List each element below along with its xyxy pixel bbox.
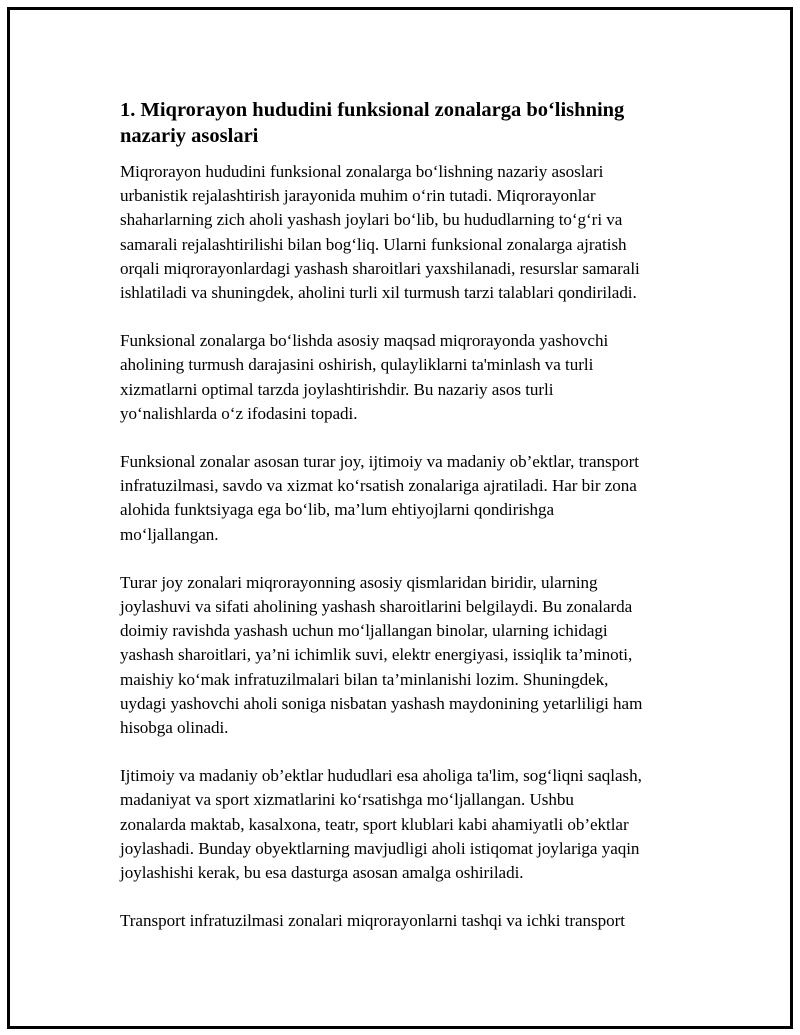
text-line: urbanistik rejalashtirish jarayonida muhim o‘rin tutadi. Miqrorayonlar [120,186,596,206]
text-line: joylashuvi va sifati aholining yashash sharoitlarini belgilaydi. Bu zonalarda [120,597,633,617]
text-line: shaharlarning zich aholi yashash joylari bo‘lib, bu hududlarning to‘g‘ri va [120,210,623,230]
paragraph-6 [120,909,698,933]
text-line: aholining turmush darajasini oshirish, qulayliklarni ta'minlash va turli [120,355,594,375]
text-line: doimiy ravishda yashash uchun mo‘ljallangan binolar, ularning ichidagi [120,621,608,641]
text-line: mo‘ljallangan. [120,524,219,544]
text-line: Funksional zonalar asosan turar joy, ijtimoiy va madaniy ob’ektlar, transport [120,452,639,472]
text-line: yashash sharoitlari, ya’ni ichimlik suvi, elektr energiyasi, issiqlik ta’minoti, [120,645,633,665]
document-body [120,97,698,957]
text-line: alohida funktsiyaga ega bo‘lib, ma’lum ehtiyojlarni qondirishga [120,500,555,520]
text-line: Turar joy zonalari miqrorayonning asosiy qismlaridan biridir, ularning [120,572,598,592]
text-line: yo‘nalishlarda o‘z ifodasini topadi. [120,403,358,423]
paragraph-3 [120,450,698,547]
text-line: Miqrorayon hududini funksional zonalarga bo‘lishning nazariy asoslari [120,162,604,181]
text-line: Transport infratuzilmasi zonalari miqrorayonlarni tashqi va ichki transport [120,911,625,931]
paragraph-1 [120,160,698,305]
page-frame [7,7,793,1029]
text-line: joylashadi. Bunday obyektlarning mavjudligi aholi istiqomat joylariga yaqin [120,838,640,858]
text-line: zonalarda maktab, kasalxona, teatr, sport klublari kabi ahamiyatli ob’ektlar [120,814,629,834]
text-line: orqali miqrorayonlardagi yashash sharoitlari yaxshilanadi, resurslar samarali [120,258,640,278]
text-line: maishiy ko‘mak infratuzilmalari bilan ta’minlanishi lozim. Shuningdek, [120,669,609,689]
text-line: samarali rejalashtirilishi bilan bog‘liq. Ularni funksional zonalarga ajratish [120,234,627,254]
section-heading [120,97,698,149]
section-heading-line-2: nazariy asoslari [120,125,259,147]
paragraph-5 [120,764,698,885]
section-heading-line-1: 1. Miqrorayon hududini funksional zonalarga bo‘lishning [120,99,625,121]
text-line: joylashishi kerak, bu esa dasturga asosan amalga oshiriladi. [120,863,524,883]
text-line: Ijtimoiy va madaniy ob’ektlar hududlari esa aholiga ta'lim, sog‘liqni saqlash, [120,766,642,786]
text-line: Funksional zonalarga bo‘lishda asosiy maqsad miqrorayonda yashovchi [120,331,609,351]
text-line: uydagi yashovchi aholi soniga nisbatan yashash maydonining yetarliligi ham [120,693,643,713]
text-line: xizmatlarni optimal tarzda joylashtirishdir. Bu nazariy asos turli [120,379,554,399]
paragraph-4 [120,571,698,740]
paragraph-2 [120,329,698,426]
text-line: madaniyat va sport xizmatlarini ko‘rsatishga mo‘ljallangan. Ushbu [120,790,574,810]
text-line: infratuzilmasi, savdo va xizmat ko‘rsatish zonalariga ajratiladi. Har bir zona [120,476,637,496]
text-line: ishlatiladi va shuningdek, aholini turli xil turmush tarzi talablari qondiriladi. [120,283,637,303]
text-line: hisobga olinadi. [120,718,229,738]
